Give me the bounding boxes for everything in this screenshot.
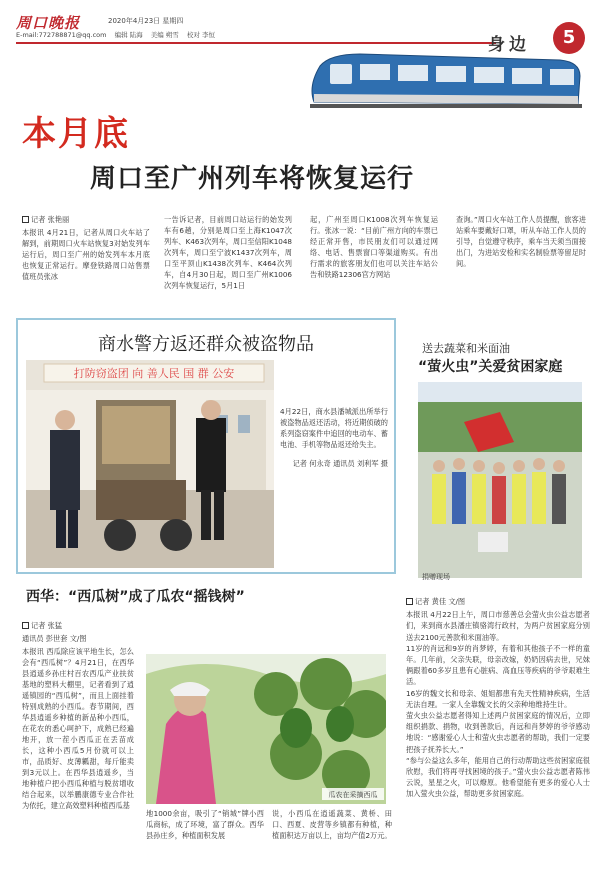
melon-col-1: 记者 张猛 通讯员 彭世套 文/图 本报讯 西瓜除应该平地生长，怎么会有“西瓜树”？4月21日，在西华县逍遥乡孙庄村百农西瓜产业扶贫基地的塑料大棚里，记者看到了逍遥镇园的“西瓜树”，而且上面挂着特别成熟的小西瓜。春节期间，西华县逍遥乡种植的新品种小西瓜，在花农的悉心呵护下，成熟已经遍地开，放一茬小西瓜正在丢苗成长，这种小西瓜5月份就可以上市，品质好、皮薄瓤甜，每斤能卖到3元以上。在西华县逍遥乡，当地种植户把小西瓜种植与脱贫增收结合起来，以举鹏康德专业合作社为依托，建立高效塑料种植西瓜基	[22, 621, 134, 810]
firefly-para-5: “参与公益这么多年，能用自己的行动帮助这些贫困家庭很欣慰，我们将再寻找困境的孩子。”萤火虫公益志愿者陈伟云说，星星之火，可以燎原。他希望能有更多的爱心人士加入萤火虫公益，帮助更多贫困家庭。	[406, 755, 590, 799]
firefly-para-1: 本报讯 4月22日上午，周口市慈善总会萤火虫公益志愿者们，来到商水县潘庄镇骆湾行政村，为两户贫困家庭分别送去2100元善款和米面油等。	[406, 610, 590, 642]
byline-box-icon	[22, 216, 29, 223]
lead-story-col-2: 一告诉记者，目前周口站运行的始发列车有6趟，分别是周口至上海K1047次列车、K463次列车，周口至信阳K1048次列车，周口至宁波K1437次列车，周口至平顶山K1438次列车、K464次列车，自4月30日起，周口至广州K1006次列车恢复运行，5月1日	[164, 215, 292, 290]
masthead-logo: 周口晚报	[16, 14, 81, 32]
email: E-mail:772788871@qq.com	[16, 31, 107, 39]
issue-date: 2020年4月23日 星期四	[108, 17, 184, 25]
firefly-para-2: 11岁的肖远和9岁的肖梦婷，有着和其他孩子不一样的童年。几年前，父亲失联，母亲改嫁，奶奶因病去世，兄妹俩跟着60多岁且患有心脏病、高血压等疾病的爷爷艰难生活。	[406, 643, 590, 687]
melon-byline: 记者 张猛	[22, 620, 134, 631]
header-rule	[16, 42, 496, 44]
melon-col-3: 说，小西瓜在逍遥蔬菜、黄桥、田口、西夏、皮营等乡镇都有种植，种植面积达万亩以上，亩均产值2万元。	[272, 809, 392, 840]
section-name: 身边	[488, 35, 530, 55]
police-return-box	[16, 318, 396, 574]
firefly-story	[406, 596, 590, 800]
melon-col-2: 地1000余亩，吸引了“销城”牌小西瓜商标，成了环境，富了群众。西华县孙庄乡，种植面积发展	[146, 809, 264, 840]
firefly-para-3: 16岁的魏文长和母亲、姐姐都患有先天性精神疾病，生活无法自理。一家人全靠魏文长的父亲种地维持生计。	[406, 688, 590, 709]
melon-headline: 西华：“西瓜树”成了瓜农“摇钱树”	[26, 589, 245, 605]
firefly-photo-caption: 捐赠现场	[422, 573, 450, 581]
firefly-photo	[418, 382, 582, 578]
page-header	[0, 0, 600, 100]
melon-photo-tag: 瓜农在采摘西瓜	[328, 791, 378, 799]
firefly-para-4: 萤火虫公益志愿者得知上述两户贫困家庭的情况后，立即组织捐款、捐物，收到善款后，肖远和肖梦婷的爷爷感动地说：“感谢爱心人士和萤火虫志愿者的帮助，我们一定要把孩子抚养长大。”	[406, 711, 590, 754]
byline-box-icon	[22, 622, 29, 629]
police-photo	[26, 360, 274, 568]
staff-line	[16, 30, 221, 39]
headline: 周口至广州列车将恢复运行	[90, 164, 415, 194]
lead-story-col-1: 记者 张艳丽 本报讯 4月21日，记者从周口火车站了解到，前期周口火车站恢复3对始发列车运行后，周口至广州的始发列车本月底也恢复正常运行。摩登铁路周口站售票值班员张冰	[22, 215, 150, 281]
train-illustration	[300, 46, 590, 116]
firefly-title: “萤火虫”关爱贫困家庭	[418, 359, 563, 375]
police-box-title: 商水警方返还群众被盗物品	[98, 334, 314, 355]
lead-story-col-4: 查询。”周口火车站工作人员提醒，旅客进站乘车要戴好口罩，听从车站工作人员的引导，自觉遵守秩序，乘车当天须当面接出门，为进站安检和实名制验票等留足时间。	[456, 215, 586, 268]
lead-story-col-3: 起，广州至周口K1008次列车恢复运行。张冰一说：“目前广州方向的车票已经正常开售，市民朋友们可以通过网络、电话、售票窗口等渠道购买。有出行需求的旅客朋友们也可以关注车站公告和铁路12306官方网站	[310, 215, 438, 279]
designer: 美编 朔雪	[150, 31, 179, 39]
firefly-subtitle: 送去蔬菜和米面油	[422, 342, 510, 355]
editor: 编辑 陆海	[114, 31, 143, 39]
melon-byline-2: 通讯员 彭世套 文/图	[22, 634, 87, 643]
firefly-box	[404, 336, 588, 586]
firefly-byline: 记者 黄佳 文/图	[406, 596, 590, 607]
proofreader: 校对 李恒	[186, 31, 215, 39]
police-caption: 4月22日，商水县潘城派出所举行被盗物品返还活动，将近期侦破的系列盗窃案件中追回的电动车、蓄电池、手机等物品返还给失主。 记者 何永奇 通讯员 刘利军 摄	[280, 407, 388, 468]
melon-photo	[146, 654, 386, 804]
police-photo-banner-text: 打防窃盗团 向 善人民 国 群 公安	[73, 367, 235, 380]
byline-box-icon	[406, 598, 413, 605]
kicker: 本月底	[22, 114, 130, 154]
page-number-badge: 5	[553, 22, 585, 54]
lead-byline: 记者 张艳丽	[22, 214, 150, 225]
police-photo-credit: 记者 何永奇 通讯员 刘利军 摄	[292, 459, 388, 468]
